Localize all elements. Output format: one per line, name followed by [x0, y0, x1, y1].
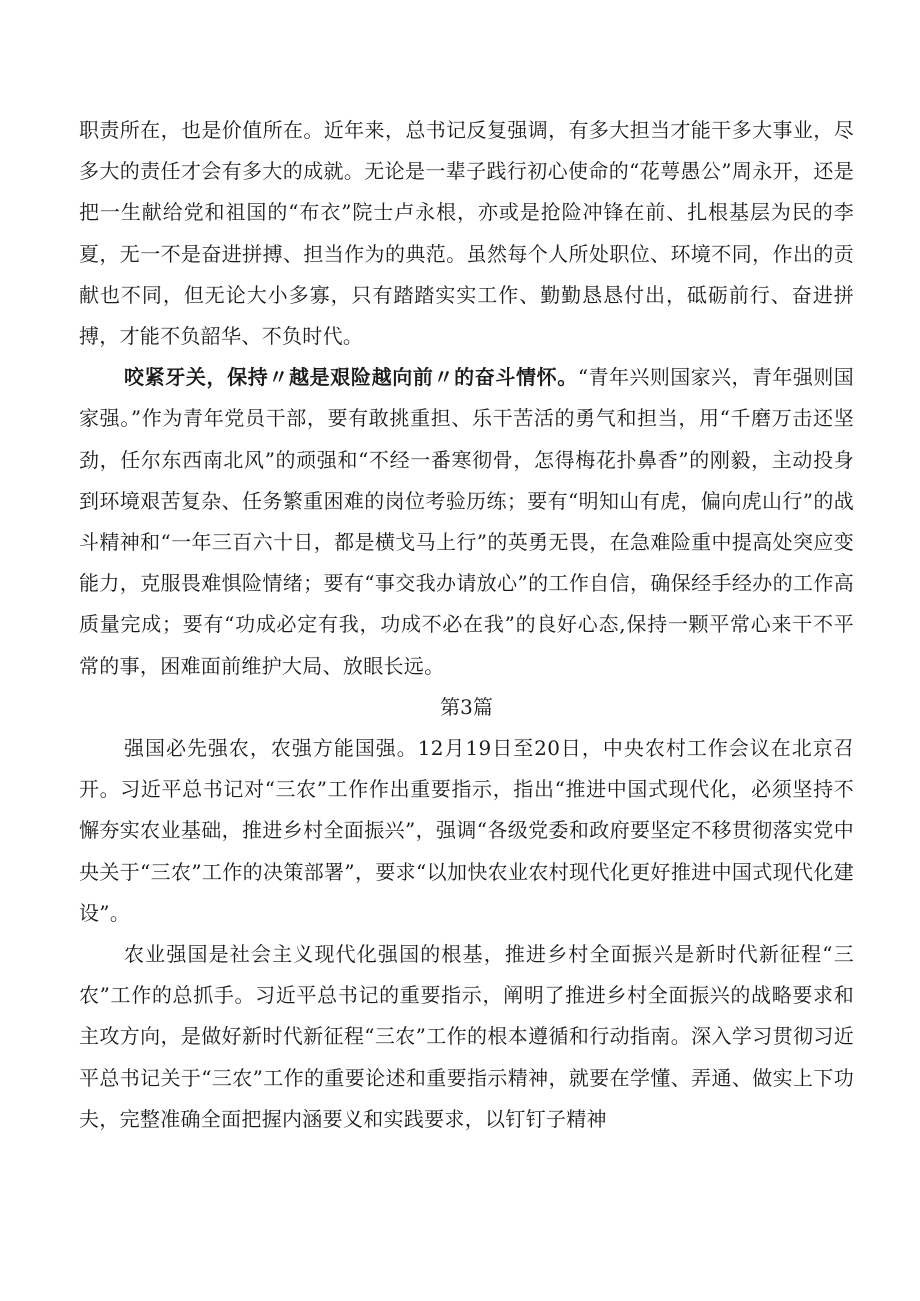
- paragraph-4: 农业强国是社会主义现代化强国的根基，推进乡村全面振兴是新时代新征程“三农”工作的总抓手。习近平总书记的重要指示，阐明了推进乡村全面振兴的战略要求和主攻方向，是做好新时代新征程“三农”工作的根本遵循和行动指南。深入学习贯彻习近平总书记关于“三农”工作的重要论述和重要指示精神，就要在学懂、弄通、做实上下功夫，完整准确全面把握内涵要义和实践要求，以钉钉子精神: [79, 942, 854, 1131]
- paragraph-2-body: “青年兴则国家兴，青年强则国家强。”作为青年党员干部，要有敢挑重担、乐干苦活的勇气和担当，用“千磨万击还坚劲，任尔东西南北风”的顽强和“不经一番寒彻骨，怎得梅花扑鼻香”的刚毅，主动投身到环境艰苦复杂、任务繁重困难的岗位考验历练；要有“明知山有虎，偏向虎山行”的战斗精神和“一年三百六十日，都是横戈马上行”的英勇无畏，在急难险重中提高处突应变能力，克服畏难惧险情绪；要有“事交我办请放心”的工作自信，确保经手经办的工作高质量完成；要有“功成必定有我，功成不必在我”的良好心态,保持一颗平常心来干不平常的事，困难面前维护大局、放眼长远。: [79, 365, 854, 678]
- paragraph-2: [79, 357, 854, 687]
- chapter-title: 第3篇: [440, 694, 493, 719]
- paragraph-3: 强国必先强农，农强方能国强。12月19日至20日，中央农村工作会议在北京召开。习近平总书记对“三农”工作作出重要指示，指出“推进中国式现代化，必须坚持不懈夯实农业基础，推进乡村全面振兴”，强调“各级党委和政府要坚定不移贯彻落实党中央关于“三农”工作的决策部署”，要求“以加快农业农村现代化更好推进中国式现代化建设”。: [79, 736, 854, 925]
- document-body: [79, 110, 854, 1140]
- paragraph-1: 职责所在，也是价值所在。近年来，总书记反复强调，有多大担当才能干多大事业，尽多大的责任才会有多大的成就。无论是一辈子践行初心使命的“花萼愚公”周永开，还是把一生献给党和祖国的“布衣”院士卢永根，亦或是抢险冲锋在前、扎根基层为民的李夏，无一不是奋进拼搏、担当作为的典范。虽然每个人所处职位、环境不同，作出的贡献也不同，但无论大小多寡，只有踏踏实实工作、勤勤恳恳付出，砥砺前行、奋进拼搏，才能不负韶华、不负时代。: [79, 118, 854, 349]
- paragraph-2-lead: 咬紧牙关，保持〃越是艰险越向前〃的奋斗情怀。: [124, 365, 578, 390]
